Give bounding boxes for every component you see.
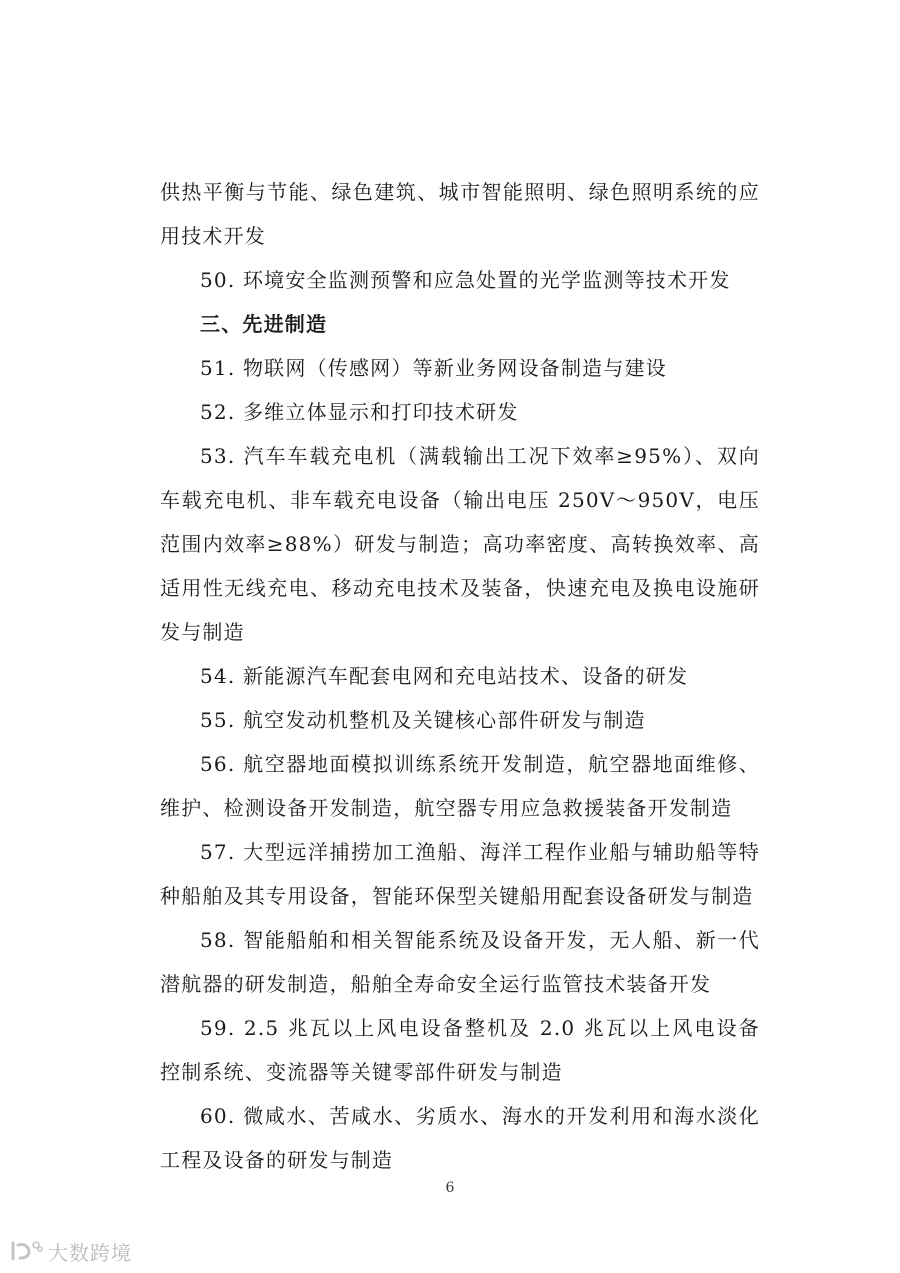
brand-logo-icon	[10, 1239, 44, 1263]
paragraph-58: 58. 智能船舶和相关智能系统及设备开发，无人船、新一代潜航器的研发制造，船舶全寿命安全运行监管技术装备开发	[160, 928, 760, 996]
paragraph-60: 60. 微咸水、苦咸水、劣质水、海水的开发利用和海水淡化工程及设备的研发与制造	[160, 1104, 760, 1172]
paragraph-53: 53. 汽车车载充电机（满载输出工况下效率≥95%）、双向车载充电机、非车载充电设备（输出电压 250V～950V，电压范围内效率≥88%）研发与制造；高功率密度、高转换效率、高适用性无线充电、移动充电技术及装备，快速充电及换电设施研发与制造	[160, 444, 760, 644]
paragraph-59: 59. 2.5 兆瓦以上风电设备整机及 2.0 兆瓦以上风电设备控制系统、变流器等关键零部件研发与制造	[160, 1016, 760, 1084]
paragraph-50: 50. 环境安全监测预警和应急处置的光学监测等技术开发	[200, 268, 731, 292]
paragraph-51: 51. 物联网（传感网）等新业务网设备制造与建设	[200, 356, 667, 380]
watermark	[10, 1236, 132, 1266]
document-body	[160, 170, 760, 1182]
paragraph-57: 57. 大型远洋捕捞加工渔船、海洋工程作业船与辅助船等特种船舶及其专用设备，智能环保型关键船用配套设备研发与制造	[160, 840, 760, 908]
watermark-text: 大数跨境	[48, 1240, 132, 1265]
section-heading-advanced-manufacturing: 三、先进制造	[200, 312, 328, 336]
paragraph-49-continuation: 供热平衡与节能、绿色建筑、城市智能照明、绿色照明系统的应用技术开发	[160, 180, 760, 248]
paragraph-52: 52. 多维立体显示和打印技术研发	[200, 400, 519, 424]
paragraph-55: 55. 航空发动机整机及关键核心部件研发与制造	[200, 708, 646, 732]
paragraph-56: 56. 航空器地面模拟训练系统开发制造，航空器地面维修、维护、检测设备开发制造，航空器专用应急救援装备开发制造	[160, 752, 760, 820]
paragraph-54: 54. 新能源汽车配套电网和充电站技术、设备的研发	[200, 664, 689, 688]
page-number: 6	[445, 1180, 455, 1196]
